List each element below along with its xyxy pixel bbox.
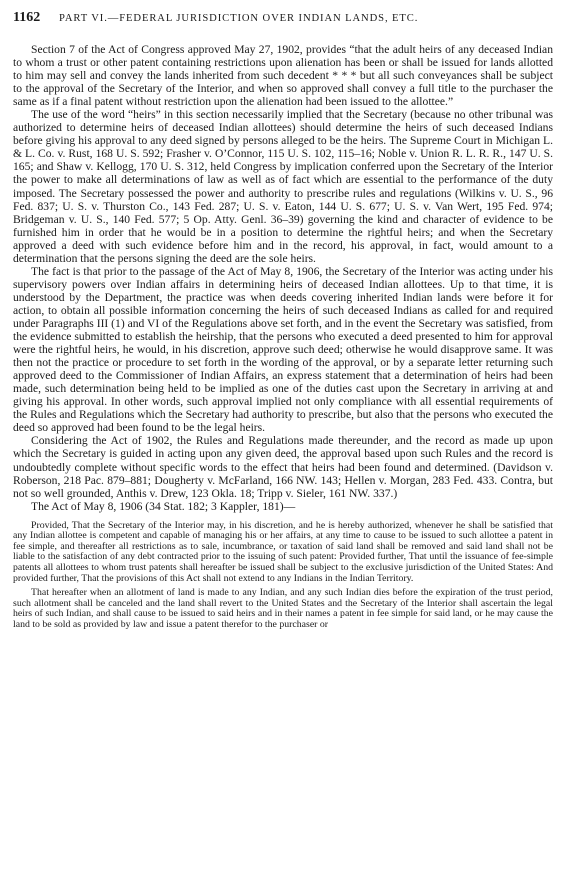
paragraph-act-1906: The Act of May 8, 1906 (34 Stat. 182; 3 Kappler, 181)— (31, 499, 296, 513)
body-text (13, 43, 553, 513)
document-page (13, 10, 553, 631)
quote-paragraph-allotment: That hereafter when an allotment of land is made to any Indian, and any such Indian dies before the expiration of the trust period, such allotment shall be canceled and the land shall revert to the United States and the Secretary of the Interior shall ascertain the legal heirs of such Indian, and shall cause to be issued to said heirs and in their names a patent in fee simple for said land, or he may cause the land to be sold as provided by law and issue a patent therefor to the purchaser or (13, 587, 553, 631)
running-head: PART VI.—FEDERAL JURISDICTION OVER INDIAN LANDS, ETC. (59, 13, 419, 24)
paragraph-practice: The fact is that prior to the passage of the Act of May 8, 1906, the Secretary of the Interior was acting under his supervisory powers over Indian affairs in determining heirs of deceased Indian allottees. Up to that time, it is understood by the Department, the practice was when deeds covering inherited Indian lands were before it for action, to obtain all possible information concerning the heirs of such deceased Indians as called for and required under Paragraphs III (1) and VI of the Regulations above set forth, and in the event the Secretary was satisfied, from the evidence submitted to establish the heirship, that the persons who executed a deed presented to him for approval were the rightful heirs, he would, in his discretion, approve such deed; otherwise he would disapprove same. It was then not the practice or procedure to set forth in the wording of the approval, or by a separate letter returning such approved deed to the Commissioner of Indian Affairs, an express statement that a determination of heirs had been made, such determination being held to be implied as one of the duties cast upon the Secretary in arriving at and giving his approval. In other words, such approval implied not only compliance with all essential requirements of the Rules and Regulations which the Secretary had authority to prescribe, but also that the persons who executed the deed so approved had been found to be the legal heirs. (13, 264, 554, 435)
paragraph-section-7: Section 7 of the Act of Congress approved May 27, 1902, provides “that the adult heirs of any deceased Indian to whom a trust or other patent containing restrictions upon alienation has been or shall be issued for lands allotted to him may sell and convey the lands inherited from such decedent * * * but all such conveyances shall be subject to the approval of the Secretary of the Interior, and when so approved shall convey a full title to the purchaser the same as if a final patent without restriction upon the alienation had been issued to the allottee.” (13, 43, 553, 109)
paragraph-act-1902: Considering the Act of 1902, the Rules and Regulations made thereunder, and the record as made up upon which the Secretary is guided in acting upon any given deed, the approval based upon such Rules and the record is undoubtedly complete without specific words to the effect that heirs had been found and determined. (Davidson v. Roberson, 218 Pac. 879–881; Dougherty v. McFarland, 166 NW. 143; Hellen v. Morgan, 283 Fed. 433. Contra, but not so well grounded, Anthis v. Drew, 123 Okla. 18; Tripp v. Sieler, 161 NW. 337.) (13, 434, 553, 500)
quote-paragraph-proviso: Provided, That the Secretary of the Interior may, in his discretion, and he is hereby authorized, whenever he shall be satisfied that any Indian allottee is competent and capable of managing his or her affairs, at any time to cause to be issued to such allottee a patent in fee simple, and thereafter all restrictions as to sale, incumbrance, or taxation of said land shall be removed and said land shall not be liable to the satisfaction of any debt contracted prior to the issuing of such patent: Provided further, That until the issuance of fee-simple patents all allottees to whom trust patents shall hereafter be issued shall be subject to the exclusive jurisdiction of the United States: And provided further, That the provisions of this Act shall not extend to any Indians in the Indian Territory. (13, 519, 553, 584)
page-number: 1162 (13, 10, 41, 25)
quoted-statute (13, 521, 553, 631)
paragraph-heirs: The use of the word “heirs” in this section necessarily implied that the Secretary (because no other tribunal was authorized to determine heirs of deceased Indian allottees) should determine the heirs of such deceased Indians before giving his approval to any deed signed by persons alleged to be the heirs. The Supreme Court in Michigan L. & L. Co. v. Rust, 168 U. S. 592; Frasher v. O’Connor, 115 U. S. 102, 115–16; Noble v. Union R. L. R. R., 147 U. S. 165; and Shaw v. Kellogg, 170 U. S. 312, held Congress by implication conferred upon the Secretary of the Interior the power to make all determinations of law as well as of fact which are essential to the performance of the duty imposed. The Secretary possessed the power and authority to prescribe rules and regulations (Wilkins v. U. S., 96 Fed. 837; U. S. v. Thurston Co., 143 Fed. 287; U. S. v. Eaton, 144 U. S. 677; U. S. v. Van Wert, 195 Fed. 974; Bridgeman v. U. S., 140 Fed. 577; 5 Op. Atty. Genl. 36–39) governing the kind and character of evidence to be furnished him in order that he would be in a position to determine the rightful heirs; and when the Secretary approved a deed with such evidence before him and in the record, his approval, in fact, would amount to a determination that the persons signing the deed are the sole heirs. (13, 108, 553, 265)
page-header (13, 10, 553, 34)
